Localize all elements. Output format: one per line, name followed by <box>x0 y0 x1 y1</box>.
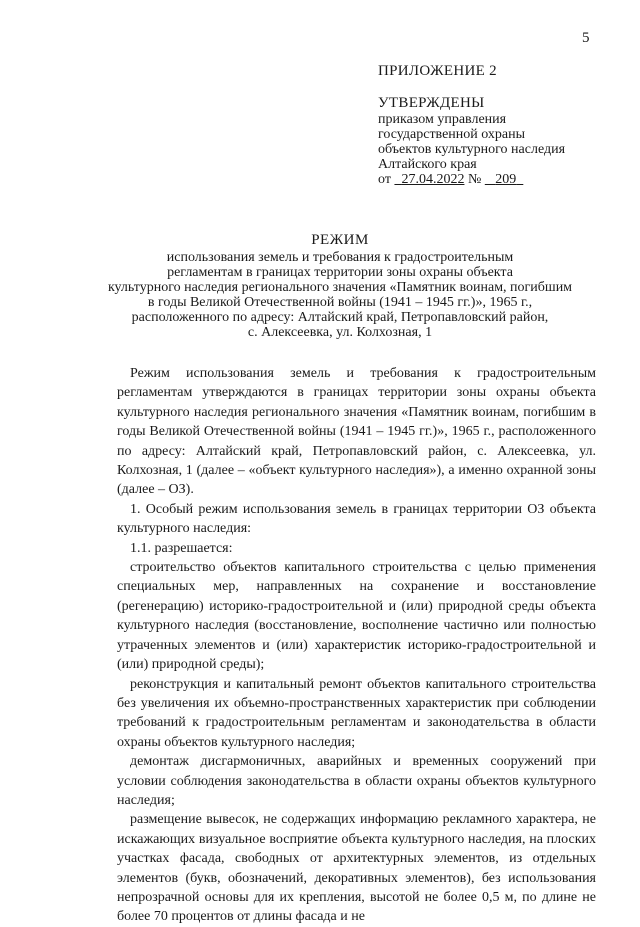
approval-line: государственной охраны <box>378 127 526 142</box>
title-heading: РЕЖИМ <box>311 232 369 248</box>
approval-line: приказом управления <box>378 112 507 127</box>
title-line: расположенного по адресу: Алтайский край, Петропавловский район, <box>131 310 549 325</box>
body-paragraph: реконструкция и капитальный ремонт объектов капитального строительства без увеличения их объемно-пространственных характеристик при соблюдении требований к градостроительным регламентам и законодательства в области охраны объектов культурного наследия; <box>117 676 596 750</box>
body-paragraph: Режим использования земель и требования к градостроительным регламентам утверждаются в границах территории зоны охраны объекта культурного наследия регионального значения «Памятник воинам, погибшим в годы Великой Отечественной войны (1941 – 1945 гг.)», 1965 г., расположенного по адресу: Алтайский край, Петропавловский район, с. Алексеевка, ул. Колхозная, 1 (далее – «объект культурного наследия»), а именно охранной зоны (далее – ОЗ). <box>117 366 596 498</box>
title-line: культурного наследия регионального значения «Памятник воинам, погибшим <box>107 280 573 295</box>
approval-line: Алтайского края <box>378 157 477 172</box>
approval-heading: УТВЕРЖДЕНЫ <box>378 95 485 111</box>
body-paragraph: строительство объектов капитального строительства с целью применения специальных мер, направленных на сохранение и восстановление (регенерацию) историко-градостроительной и (или) природной среды объекта культурного наследия (восстановление, восполнение частично или полностью утраченных элементов и (или) характеристик историко-градостроительной и (или) природной среды); <box>117 560 596 673</box>
body-paragraph: 1. Особый режим использования земель в границах территории ОЗ объекта культурного наследия: <box>117 501 596 537</box>
title-line: с. Алексеевка, ул. Колхозная, 1 <box>247 325 433 340</box>
body-paragraph: 1.1. разрешается: <box>130 540 233 556</box>
title-line: в годы Великой Отечественной войны (1941 – 1945 гг.)», 1965 г., <box>147 295 533 310</box>
approval-line: объектов культурного наследия <box>378 142 566 157</box>
approval-block <box>378 96 565 187</box>
order-date: 27.04.2022 <box>401 172 465 187</box>
appendix-title: ПРИЛОЖЕНИЕ 2 <box>378 63 497 79</box>
approval-date-line <box>378 172 565 187</box>
title-line: использования земель и требования к градостроительным <box>166 250 514 265</box>
page-number: 5 <box>582 30 590 46</box>
body-paragraph: демонтаж дисгармоничных, аварийных и временных сооружений при условии соблюдения законодательства в области охраны объектов культурного наследия; <box>117 754 596 808</box>
date-prefix: от <box>378 172 391 187</box>
document-title <box>80 233 600 340</box>
document-body <box>117 364 596 927</box>
body-paragraph: размещение вывесок, не содержащих информацию рекламного характера, не искажающих визуальное восприятие объекта культурного наследия, на плоских участках фасада, свободных от архитектурных элементов, из отдельных элементов (букв, обозначений, декоративных элементов), без использования непрозрачной основы для их крепления, высотой не более 0,5 м, по длине не более 70 процентов от длины фасада и не <box>117 812 596 925</box>
title-line: регламентам в границах территории зоны охраны объекта <box>167 265 513 280</box>
order-number: 209 <box>495 172 517 187</box>
number-sign: № <box>467 172 482 187</box>
